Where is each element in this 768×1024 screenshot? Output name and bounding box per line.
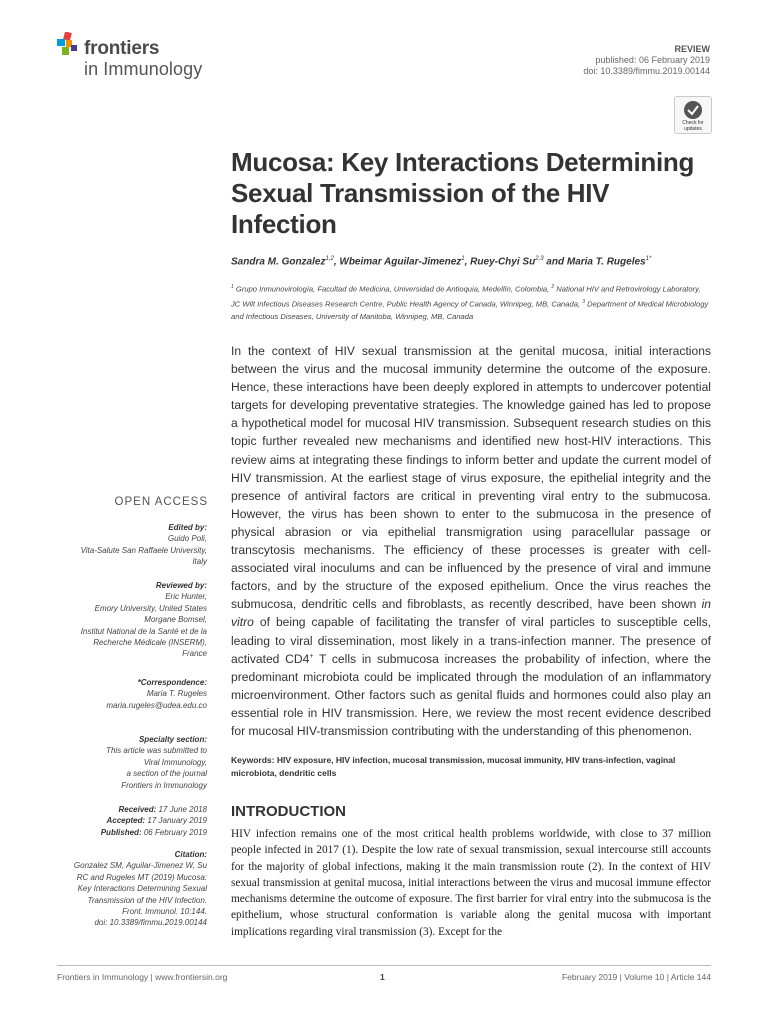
body-paragraph: HIV infection remains one of the most critical health problems worldwide, with close to 37 million people infected in 2017 (1). Despite the low rate of sexual transmission, sexual intercourse still accounts for the majority of global infections, making it the main transmission route (2). In the context of HIV sexual transmission at genital mucosa, initial interactions between the virus and mucosal immune effector mechanisms determine the outcome of exposure. The first barrier for viral entry into the submucosa is the epithelium, whose structural conformation is variable along the genital mucosa with important implications regarding viral transmission (3). Except for the: [231, 828, 711, 938]
published-date-sidebar: [37, 827, 207, 838]
brand-name: frontiers: [84, 38, 160, 59]
citation-line: Gonzalez SM, Aguilar-Jimenez W, Su: [73, 861, 207, 871]
specialty-line: This article was submitted to: [106, 746, 207, 756]
author-list: Sandra M. Gonzalez$^{1,2}$, Wbeimar Aguilar-Jimenez$^1$, Ruey-Chyi Su$^{2,3}$ and Maria T. Rugeles$^{1*}$: [231, 256, 652, 268]
published-date: published: 06 February 2019: [595, 55, 710, 65]
affiliation-number: 1: [231, 284, 234, 290]
citation-line: Front. Immunol. 10:144.: [122, 907, 207, 917]
check-updates-icon: [683, 100, 703, 120]
footer-journal-link[interactable]: Frontiers in Immunology | www.frontiersin.org: [57, 972, 228, 982]
affiliation-number: 2: [551, 284, 555, 290]
accepted-value: 17 January 2019: [147, 816, 207, 826]
specialty-label: Specialty section:: [138, 735, 207, 744]
footer-issue-info: February 2019 | Volume 10 | Article 144: [561, 972, 711, 982]
correspondence: [37, 677, 207, 711]
correspondence-name: Maria T. Rugeles: [146, 689, 207, 699]
affiliation-text: Department of Medical Microbiology and Infectious Diseases, University of Manitoba, Winnipeg, MB, Canada: [231, 299, 709, 322]
published-label: Published:: [100, 827, 142, 837]
author-name[interactable]: Maria T. Rugeles: [566, 256, 646, 268]
reviewer-line: France: [182, 649, 207, 659]
affiliation-number: 3: [582, 298, 585, 305]
reviewer-line: Emory University, United States: [94, 603, 207, 613]
author-affiliation: 1*: [645, 256, 652, 262]
editor-line: Guido Poli,: [167, 534, 207, 544]
correspondence-label: *Correspondence:: [137, 678, 207, 687]
correspondence-email[interactable]: maria.rugeles@udea.edu.co: [106, 700, 207, 710]
frontiers-logo-icon: [57, 32, 81, 58]
doi-link[interactable]: doi: 10.3389/fimmu.2019.00144: [583, 66, 710, 76]
specialty-section: [37, 734, 207, 791]
footer-divider: [57, 965, 711, 966]
author-name[interactable]: Wbeimar Aguilar-Jimenez: [339, 256, 462, 268]
citation-line: RC and Rugeles MT (2019) Mucosa:: [76, 872, 207, 882]
accepted-label: Accepted:: [106, 816, 146, 826]
specialty-line: a section of the journal: [126, 769, 207, 779]
author-name[interactable]: Sandra M. Gonzalez: [231, 256, 326, 268]
page-number: 1: [380, 972, 385, 982]
received-date: [37, 804, 207, 815]
citation: [37, 849, 207, 929]
keywords: [231, 754, 711, 780]
abstract-italic: in vitro: [231, 597, 711, 630]
check-for-updates-button[interactable]: [674, 96, 712, 134]
specialty-line: Frontiers in Immunology: [121, 780, 207, 790]
author-name[interactable]: Ruey-Chyi Su: [470, 256, 536, 268]
reviewer-line: Eric Hunter,: [165, 592, 207, 602]
citation-doi[interactable]: doi: 10.3389/fimmu.2019.00144: [94, 918, 207, 928]
received-label: Received:: [118, 805, 157, 814]
citation-line: Key Interactions Determining Sexual: [77, 884, 207, 894]
article-type: REVIEW: [674, 44, 710, 54]
reviewed-by: [37, 580, 207, 660]
reviewer-line: Institut National de la Santé et de la: [80, 626, 207, 636]
editor-line: Vita-Salute San Raffaele University,: [80, 545, 207, 555]
keywords-list: HIV exposure, HIV infection, mucosal transmission, mucosal immunity, HIV trans-infection, vaginal microbiota, dendritic cells: [231, 755, 676, 778]
article-dates: [37, 804, 207, 838]
abstract-superscript: +: [309, 652, 314, 660]
received-value: 17 June 2018: [158, 805, 207, 814]
abstract-text: T cells in submucosa increases the probability of infection, where the predominant microbiota could be implicated through the modulation of an inflammatory microenvironment. Other factors such as genital fluids and hormones could also play an essential role in HIV transmission. Here, we review the most recent evidence described for mucosal HIV-transmission contributing with the understanding of this phenomenon.: [231, 651, 711, 738]
citation-label: Citation:: [174, 850, 207, 859]
reviewer-line: Morgane Bomsel,: [144, 615, 207, 625]
editor-line: Italy: [192, 557, 207, 567]
abstract: [231, 342, 711, 740]
author-affiliation: 1: [461, 256, 465, 262]
abstract-text: In the context of HIV sexual transmission at the genital mucosa, initial interactions between the virus and the mucosal immunity determine the outcome of the exposure. Hence, these interactions have been deeply explored in attempts to undercover potential targets for developing preventative strategies. The knowledge gained has led to propose a hypothetical model for mucosal HIV transmission. Subsequent research studies on this topic further revealed new mechanisms and identified new host-HIV interactions. This review aims at integrating these findings to inform better and update the current model of HIV transmission. At the earliest stage of virus exposure, the epithelial integrity and the presence of antiviral factors are critical in preventing viral entry to the submucosa. However, the virus has been shown to enter to the submucosa in the presence of physical abrasion or via epithelial transmigration using paracellular passage or transcytosis mechanisms. The efficiency of these processes is greater with cell-associated viral inoculums and can be influenced by the presence of viral and immune factors, and by the structure of the exposed epithelium. Once the virus reaches the submucosa, dendritic cells and fibroblasts, as recently described, have been shown: [231, 344, 711, 612]
specialty-line: Viral Immunology,: [143, 757, 207, 767]
author-affiliation: 1,2: [325, 256, 334, 262]
check-updates-label: Check for updates: [682, 120, 704, 132]
abstract-text: of being capable of facilitating the transfer of viral particles to susceptible cells, leading to viral dissemination, most likely in a trans-infection manner. The presence of activated CD4: [231, 615, 711, 666]
author-affiliation: 2,3: [535, 256, 544, 262]
published-value: 06 February 2019: [143, 827, 207, 837]
journal-name: in Immunology: [84, 59, 203, 79]
edited-by: [37, 522, 207, 568]
affiliation-text: National HIV and Retrovirology Laboratory, JC Wilt Infectious Diseases Research Centre, Public Health Agency of Canada, Winnipeg, MB, Canada,: [231, 284, 701, 309]
accepted-date: [37, 815, 207, 826]
reviewed-by-label: Reviewed by:: [155, 581, 207, 590]
open-access-label: OPEN ACCESS: [114, 496, 208, 508]
reviewer-line: Recherche Médicale (INSERM),: [93, 638, 207, 648]
affiliations: [231, 281, 711, 323]
affiliation-text: Grupo Inmunovirología, Facultad de Medicina, Universidad de Antioquia, Medellín, Colombia,: [235, 284, 550, 294]
article-title: Mucosa: Key Interactions Determining Sexual Transmission of the HIV Infection: [231, 147, 695, 239]
section-heading: INTRODUCTION: [231, 803, 346, 820]
frontiers-logo[interactable]: [57, 32, 227, 82]
citation-line: Transmission of the HIV Infection.: [87, 895, 207, 905]
keywords-label: Keywords:: [231, 755, 275, 765]
edited-by-label: Edited by:: [168, 523, 207, 532]
